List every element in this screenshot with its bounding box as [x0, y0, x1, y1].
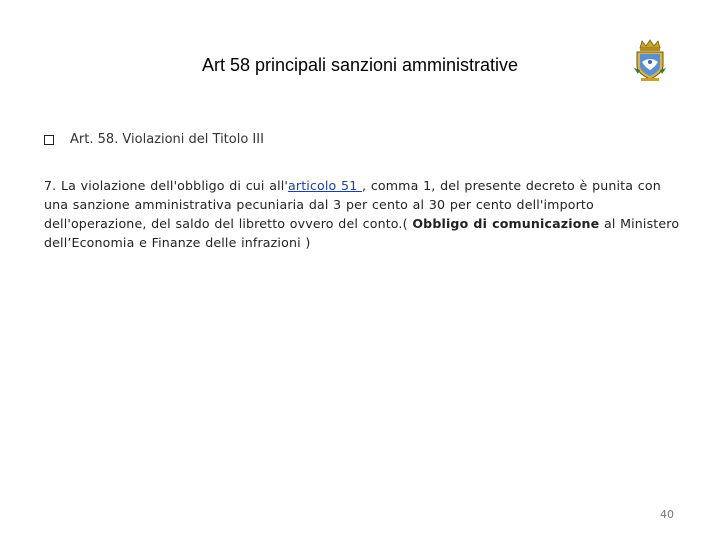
bullet-text: Art. 58. Violazioni del Titolo III — [70, 132, 264, 147]
slide-title: Art 58 principali sanzioni amministrative — [201, 55, 519, 75]
checkbox-bullet-icon — [44, 135, 54, 145]
paragraph-part1: 7. La violazione dell'obbligo di cui all' — [44, 178, 289, 193]
paragraph-part3: al Ministero dell’Economia e Finanze delle infrazioni ) — [44, 216, 680, 250]
article-51-link[interactable]: articolo 51 — [288, 178, 363, 193]
coat-of-arms-icon — [632, 38, 668, 82]
body-paragraph — [44, 176, 684, 252]
paragraph-part2: , comma 1, del presente decreto è punita con una sanzione amministrativa pecuniaria dal 3 per cento al 30 per cento dell'importo dell'operazione, del saldo del libretto ovvero del conto.( — [44, 178, 661, 231]
paragraph-bold: Obbligo di comunicazione — [412, 216, 600, 231]
bullet-item — [44, 132, 264, 147]
page-number: 40 — [660, 508, 674, 521]
